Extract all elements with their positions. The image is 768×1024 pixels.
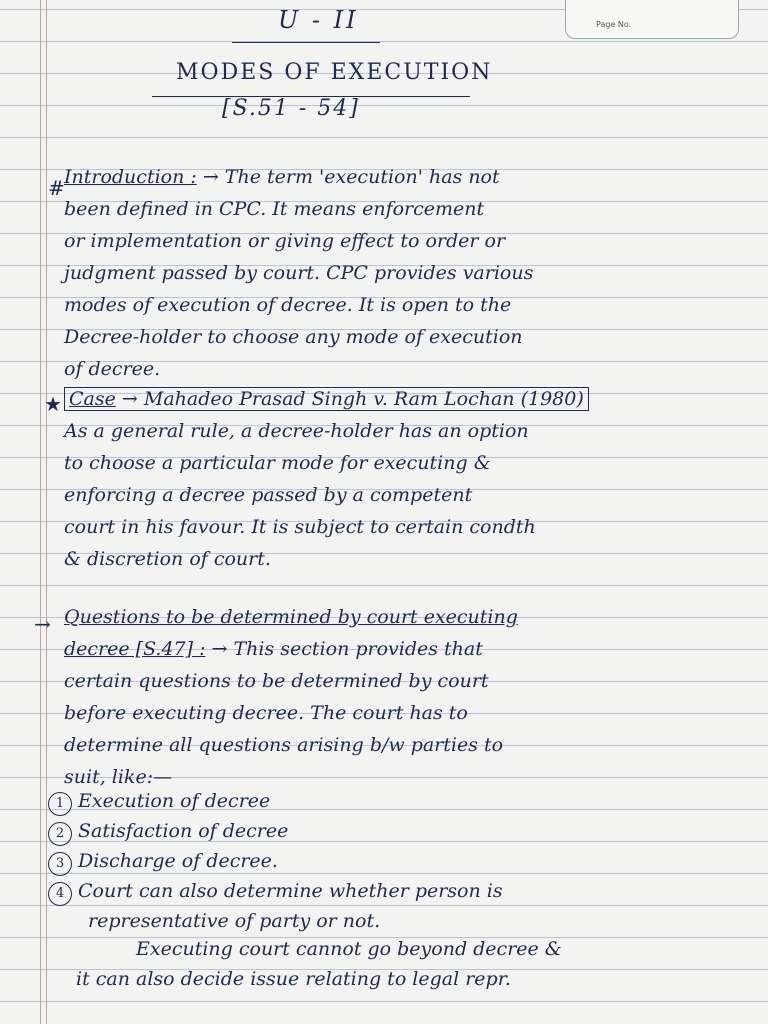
questions-line: suit, like:— xyxy=(64,766,173,788)
item-number: 3 xyxy=(48,852,72,876)
item-number: 2 xyxy=(48,822,72,846)
case-line: enforcing a decree passed by a competent xyxy=(64,484,473,506)
intro-heading: Introduction : xyxy=(64,166,197,188)
case-line: As a general rule, a decree-holder has an option xyxy=(64,420,529,442)
item-continuation: representative of party or not. xyxy=(88,910,381,932)
item-text: Court can also determine whether person is xyxy=(78,880,503,902)
questions-line: before executing decree. The court has to xyxy=(64,702,468,724)
page-number-box xyxy=(565,0,739,39)
intro-bullet: # xyxy=(48,176,65,200)
unit-underline xyxy=(232,42,380,43)
intro-line: The term 'execution' has not xyxy=(224,166,500,188)
questions-line: certain questions to be determined by court xyxy=(64,670,489,692)
margin-line-right xyxy=(46,0,47,1024)
list-item xyxy=(48,820,288,846)
intro-line: Decree-holder to choose any mode of execution xyxy=(64,326,523,348)
closing-line: it can also decide issue relating to legal repr. xyxy=(76,968,511,990)
arrow-icon: → xyxy=(34,612,51,636)
case-line: to choose a particular mode for executing & xyxy=(64,452,491,474)
list-item xyxy=(48,850,278,876)
item-text: Discharge of decree. xyxy=(78,850,278,872)
intro-first-line: Introduction : → The term 'execution' has not xyxy=(64,166,500,188)
closing-line: Executing court cannot go beyond decree & xyxy=(136,938,562,960)
case-star-icon: ★ xyxy=(44,392,62,416)
margin-line-left xyxy=(40,0,41,1024)
case-name: Mahadeo Prasad Singh v. Ram Lochan (1980) xyxy=(143,388,584,410)
intro-line: been defined in CPC. It means enforcement xyxy=(64,198,485,220)
questions-line: determine all questions arising b/w parties to xyxy=(64,734,504,756)
section-reference: [S.51 - 54] xyxy=(222,96,360,121)
case-label: Case xyxy=(69,388,116,410)
intro-line: modes of execution of decree. It is open to the xyxy=(64,294,512,316)
intro-line: of decree. xyxy=(64,358,161,380)
item-number: 1 xyxy=(48,792,72,816)
questions-heading-line-2: decree [S.47] : → This section provides that xyxy=(64,638,483,660)
list-item xyxy=(48,790,270,816)
intro-line: judgment passed by court. CPC provides various xyxy=(64,262,534,284)
item-text: Satisfaction of decree xyxy=(78,820,289,842)
item-text: Execution of decree xyxy=(78,790,271,812)
list-item xyxy=(48,880,503,906)
questions-heading: Questions to be determined by court executing xyxy=(64,606,518,628)
page-number-label: Page No. xyxy=(596,20,632,29)
case-line: court in his favour. It is subject to certain condth xyxy=(64,516,536,538)
case-line: & discretion of court. xyxy=(64,548,271,570)
unit-heading: U - II xyxy=(278,6,359,34)
case-heading-line: Case → Mahadeo Prasad Singh v. Ram Lochan (1980) xyxy=(64,388,589,410)
questions-heading-2: decree [S.47] : xyxy=(64,638,206,660)
intro-line: or implementation or giving effect to order or xyxy=(64,230,506,252)
questions-line: This section provides that xyxy=(233,638,483,660)
item-number: 4 xyxy=(48,882,72,906)
page-title: MODES OF EXECUTION xyxy=(176,60,493,85)
